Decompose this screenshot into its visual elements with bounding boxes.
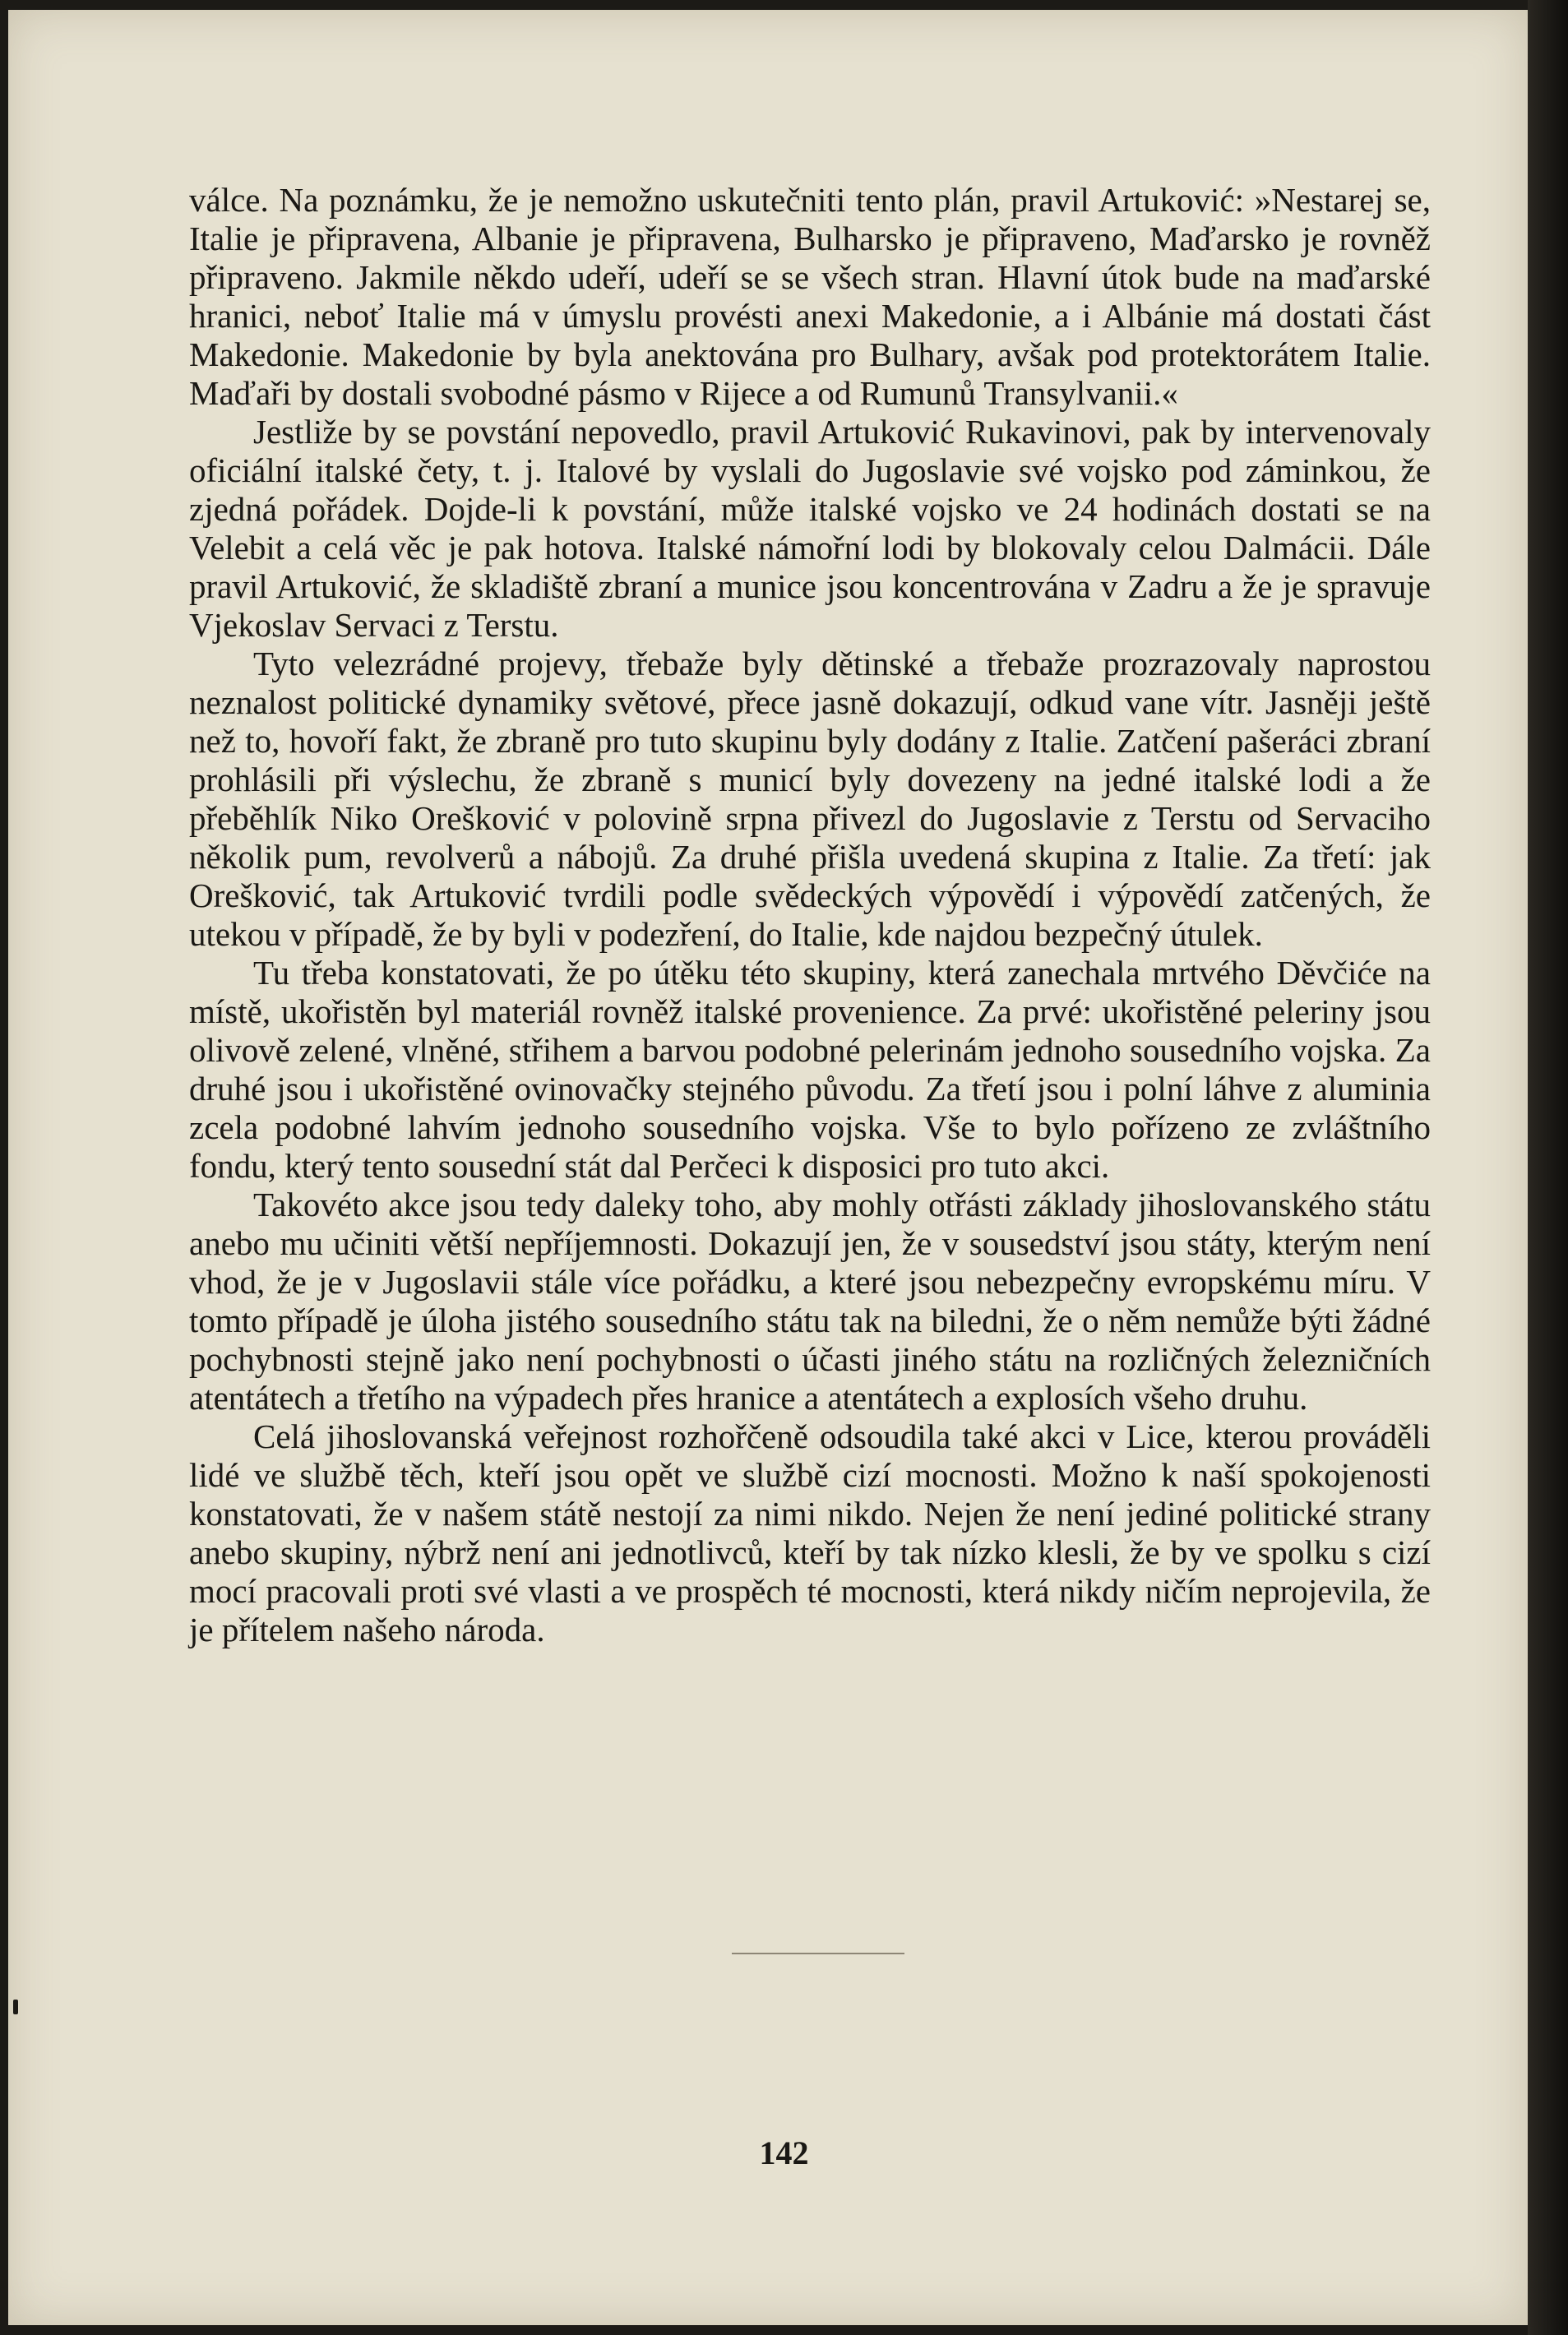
paragraph: Celá jihoslovanská veřejnost rozhořčeně odsoudila také akci v Lice, kterou prováděli lidé ve službě těch, kteří jsou opět ve službě cizí mocnosti. Možno k naší spokojenosti konstatovati, že v našem státě nestojí za nimi nikdo. Nejen že není jediné politické strany anebo skupiny, nýbrž není ani jednotlivců, kteří by tak nízko klesli, že by ve spolku s cizí mocí pracovali proti své vlasti a ve prospěch té mocnosti, která nikdy ničím neprojevila, že je přítelem našeho národa.: [189, 1417, 1431, 1648]
paragraph: Tu třeba konstatovati, že po útěku této skupiny, která zanechala mrtvého Děvčiće na místě, ukořistěn byl materiál rovněž italské provenience. Za prvé: ukořistěné peleriny jsou olivově zelené, vlněné, střihem a barvou podobné pelerinám jednoho sousedního vojska. Za druhé jsou i ukořistěné ovinovačky stejného původu. Za třetí jsou i polní láhve z aluminia zcela podobné lahvím jednoho sousedního vojska. Vše to bylo pořízeno ze zvláštního fondu, který tento sousední stát dal Perčeci k disposici pro tuto akci.: [189, 954, 1431, 1185]
section-divider: [732, 1953, 904, 1954]
paragraph: Jestliže by se povstání nepovedlo, pravil Artuković Rukavinovi, pak by intervenovaly oficiální italské čety, t. j. Italové by vyslali do Jugoslavie své vojsko pod záminkou, že zjedná pořádek. Dojde-li k povstání, může italské vojsko ve 24 hodinách dostati se na Velebit a celá věc je pak hotova. Italské námořní lodi by blokovaly celou Dalmácii. Dále pravil Artuković, že skladiště zbraní a munice jsou koncentrována v Zadru a že je spravuje Vjekoslav Servaci z Terstu.: [189, 413, 1431, 644]
edge-mark: [13, 2000, 18, 2014]
paragraph: Takovéto akce jsou tedy daleky toho, aby mohly otřásti základy jihoslovanského státu anebo mu učiniti větší nepříjemnosti. Dokazují jen, že v sousedství jsou státy, kterým není vhod, že je v Jugoslavii stále více pořádku, a které jsou nebezpečny evropskému míru. V tomto případě je úloha jistého sousedního státu tak na biledni, že o něm nemůže býti žádné pochybnosti stejně jako není pochybnosti o účasti jiného státu na rozličných železničních atentátech a třetího na výpadech přes hranice a atentátech a explosích všeho druhu.: [189, 1186, 1431, 1417]
page-number: 142: [759, 2134, 809, 2171]
body-text: [189, 181, 1431, 1649]
paragraph: válce. Na poznámku, že je nemožno uskutečniti tento plán, pravil Artuković: »Nestarej se, Italie je připravena, Albanie je připravena, Bulharsko je připraveno, Maďarsko je rovněž připraveno. Jakmile někdo udeří, udeří se se všech stran. Hlavní útok bude na maďarské hranici, neboť Italie má v úmyslu provésti anexi Makedonie, a i Albánie má dostati část Makedonie. Makedonie by byla anektována pro Bulhary, avšak pod protektorátem Italie. Maďaři by dostali svobodné pásmo v Rijece a od Rumunů Transylvanii.«: [189, 181, 1431, 412]
book-spine: [1528, 0, 1568, 2335]
paragraph: Tyto velezrádné projevy, třebaže byly dětinské a třebaže prozrazovaly naprostou neznalost politické dynamiky světové, přece jasně dokazují, odkud vane vítr. Jasněji ještě než to, hovoří fakt, že zbraně pro tuto skupinu byly dodány z Italie. Zatčení pašeráci zbraní prohlásili při výslechu, že zbraně s municí byly dovezeny na jedné italské lodi a že přeběhlík Niko Orešković v polovině srpna přivezl do Jugoslavie z Terstu od Servaciho několik pum, revolverů a nábojů. Za druhé přišla uvedená skupina z Italie. Za třetí: jak Orešković, tak Artuković tvrdili podle svědeckých výpovědí i výpovědí zatčených, že utekou v případě, že by byli v podezření, do Italie, kde najdou bezpečný útulek.: [189, 645, 1431, 953]
